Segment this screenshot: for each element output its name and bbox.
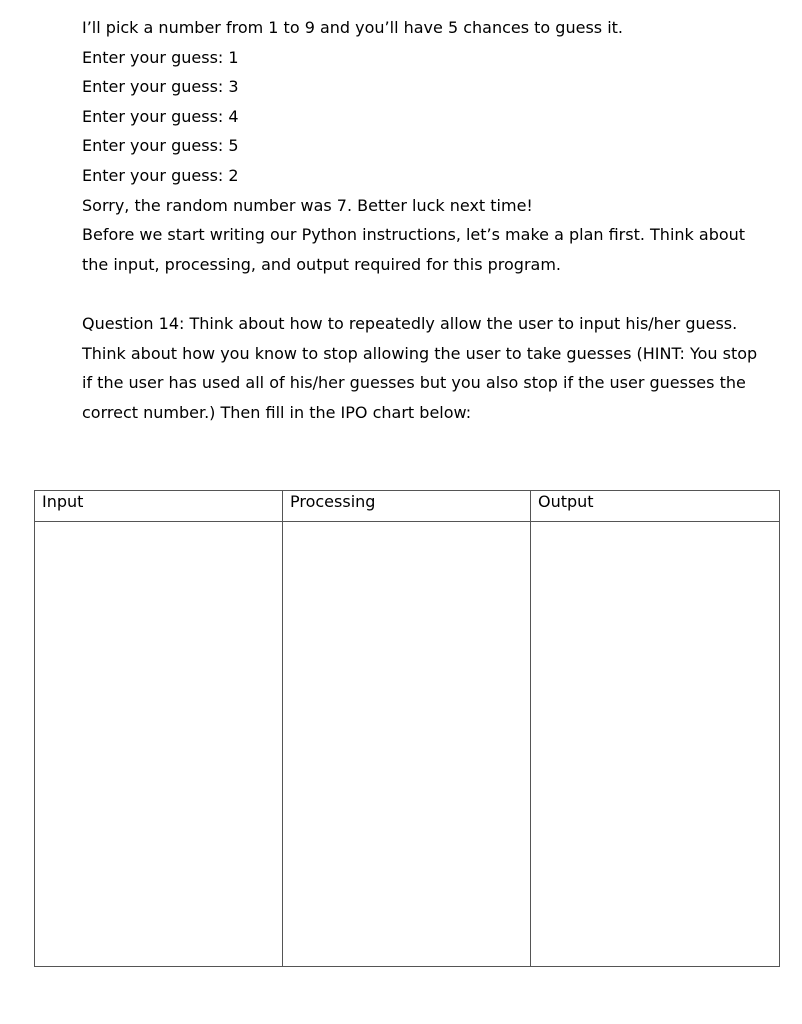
program-intro-line: I’ll pick a number from 1 to 9 and you’ll have 5 chances to guess it. [82, 18, 624, 37]
result-line: Sorry, the random number was 7. Better luck next time! [82, 195, 533, 215]
ipo-processing-cell[interactable] [283, 522, 531, 967]
ipo-header-row [35, 491, 780, 522]
guess-line: Enter your guess: 4 [82, 106, 239, 126]
question-14-paragraph: Question 14: Think about how to repeatedly allow the user to input his/her guess. Think about how you know to stop allowing the user to take guesses (HINT: You stop if the user has used all of his/her guesses but you also stop if the user guesses the correct number.) Then fill in the IPO chart below: [82, 313, 758, 422]
guess-line: Enter your guess: 2 [82, 165, 239, 185]
guess-line: Enter your guess: 5 [82, 136, 239, 156]
document-body [82, 13, 782, 427]
ipo-chart-table [34, 490, 780, 967]
guess-line: Enter your guess: 1 [82, 47, 239, 67]
plan-paragraph: Before we start writing our Python instructions, let’s make a plan first. Think about the input, processing, and output required for this program. [82, 225, 746, 274]
ipo-output-cell[interactable] [531, 522, 780, 967]
guess-line: Enter your guess: 3 [82, 77, 239, 97]
ipo-header-output: Output [531, 491, 780, 522]
ipo-input-cell[interactable] [35, 522, 283, 967]
ipo-header-input: Input [35, 491, 283, 522]
ipo-header-processing: Processing [283, 491, 531, 522]
ipo-body-row [35, 522, 780, 967]
